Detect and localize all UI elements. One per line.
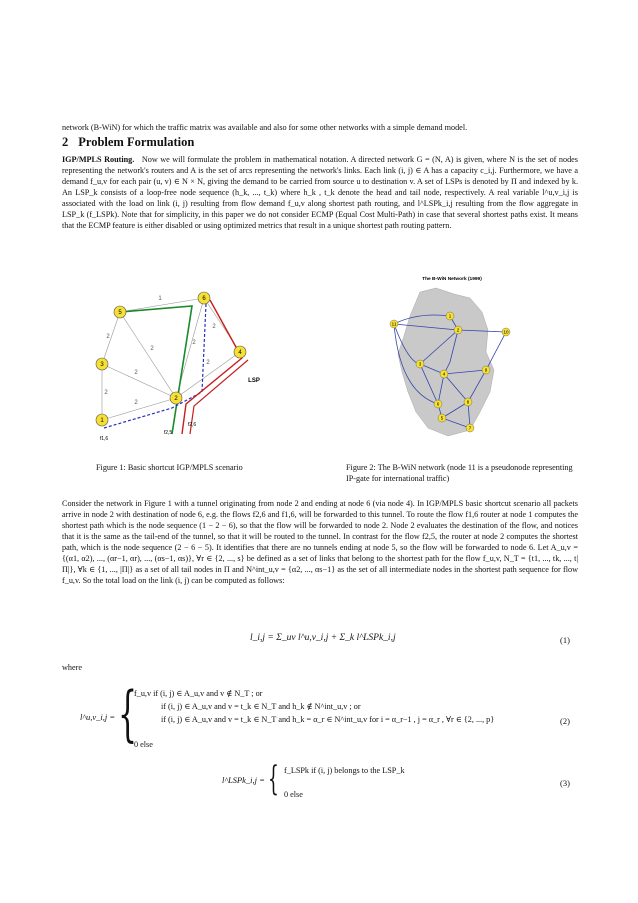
- fig2-node: 3: [418, 361, 422, 367]
- equation-2-lhs: l^u,v_i,j =: [80, 712, 116, 722]
- figure-1-caption: Figure 1: Basic shortcut IGP/MPLS scenario: [96, 463, 243, 472]
- fig2-node: 4: [442, 371, 446, 377]
- fig2-title: The B-WiN Network (1999): [422, 277, 482, 282]
- paragraph-scenario: Consider the network in Figure 1 with a tunnel originating from node 2 and ending at node 6 (via node 4). In IGP/MPLS basic shortcut scenario all packets arrive in node 2 with destination of node 6, e.g. the flows f2,6 and f1,6, will be forwarded to this tunnel. To route the flow f1,6 router at node 1 computes the shortest path which is the node sequence (1 − 2 − 6), so that the flow will be forwarded to node 2. Node 2 evaluates the destination of the flow, and notices that it is the same as the tail-end of the tunnel, so that it will be routed to the tunnel. In contrast for the flow f2,5, the router at node 2 computes the shortest path, which is the node sequence (2 − 6 − 5). It identifies that there are no tunnels ending at node 5, so the flow will be forwarded to node 6. Let A_u,v = {(α1, α2), ..., (αr−1, αr), ..., (αs−1, αs)}, ∀r ∈ {2, ..., s} be defined as a set of links that belong to the shortest path for the flow f_u,v, N_T = {t1, ..., tk, ..., t|Π|}, ∀k ∈ {1, ..., |Π|} as a set of all tail nodes in Π and N^int_u,v = {α2, ..., αs−1} as the set of all intermediate nodes in the shortest path sequence for flow f_u,v. So the total load on the link (i, j) can be computed as follows:: [62, 499, 578, 585]
- fig1-weight: 1: [158, 296, 162, 302]
- fig1-node-5: 5: [118, 310, 122, 316]
- fig1-weight: 2: [192, 340, 196, 346]
- fig2-node: 2: [456, 327, 460, 333]
- fig2-node: 1: [448, 313, 452, 319]
- fig2-node: 10: [503, 329, 509, 335]
- section-heading: [62, 135, 194, 150]
- fig1-node-4: 4: [238, 350, 242, 356]
- fig1-weight: 2: [150, 346, 154, 352]
- equation-3-case: 0 else: [284, 790, 303, 799]
- equation-2-case: 0 else: [134, 740, 153, 749]
- equation-2-number: (2): [560, 716, 570, 726]
- equation-2-brace: {: [118, 679, 138, 749]
- fig1-node-3: 3: [100, 362, 104, 368]
- intro-line: network (B-WiN) for which the traffic matrix was available and also for some other networks with a simple demand model.: [62, 123, 468, 132]
- fig2-node: 7: [468, 425, 472, 431]
- fig1-flow-label: f2,6: [187, 422, 197, 428]
- equation-1-number: (1): [560, 635, 570, 645]
- germany-outline: [398, 288, 494, 436]
- fig1-node-2: 2: [174, 396, 178, 402]
- fig1-weight: 2: [106, 334, 110, 340]
- fig1-node-1: 1: [100, 418, 104, 424]
- fig2-node: 5: [440, 415, 444, 421]
- equation-2-case: if (i, j) ∈ A_u,v and v = t_k ∈ N_T and h_k ∉ N^int_u,v ; or: [161, 702, 361, 711]
- figure-2-map: [358, 272, 518, 442]
- fig2-node: 11: [391, 321, 397, 327]
- fig1-lsp-label: LSP: [248, 378, 260, 384]
- fig1-weight: 2: [206, 360, 210, 366]
- equation-3-case: f_LSPk if (i, j) belongs to the LSP_k: [284, 766, 405, 775]
- paragraph-lead: IGP/MPLS Routing.: [62, 155, 135, 164]
- paragraph-igp-mpls: [62, 154, 578, 231]
- section-title: Problem Formulation: [78, 135, 195, 149]
- equation-2-case: f_u,v if (i, j) ∈ A_u,v and v ∉ N_T ; or: [134, 689, 263, 698]
- fig1-node-6: 6: [202, 296, 206, 302]
- equation-1: l_i,j = Σ_uv l^u,v_i,j + Σ_k l^LSPk_i,j: [250, 633, 396, 643]
- fig2-node: 6: [436, 401, 440, 407]
- fig1-weight: 2: [134, 370, 138, 376]
- figure-2-caption: Figure 2: The B-WiN network (node 11 is a pseudonode representing IP-gate for international traffic): [346, 463, 573, 483]
- fig1-flow-label: f1,6: [99, 436, 109, 442]
- section-number: 2: [62, 135, 69, 149]
- equation-3-brace: {: [268, 759, 279, 799]
- fig1-weight: 2: [212, 324, 216, 330]
- equation-3-lhs: l^LSPk_i,j =: [222, 775, 265, 785]
- fig2-node: 8: [466, 399, 470, 405]
- fig1-flow-label: f2,5: [163, 430, 173, 436]
- fig1-weight: 2: [104, 390, 108, 396]
- fig1-weight: 2: [134, 400, 138, 406]
- where-label: where: [62, 663, 83, 672]
- fig2-node: 9: [484, 367, 488, 373]
- equation-2-case: if (i, j) ∈ A_u,v and v = t_k ∈ N_T and h_k = α_r ∈ N^int_u,v for i = α_r−1 , j = α_r , ∀r ∈ {2, ..., p}: [161, 715, 495, 724]
- paragraph-body: Now we will formulate the problem in mathematical notation. A directed network G = (N, A) is given, where N is the set of nodes representing the network's routers and A is the set of arcs representing the network's links. Each link (i, j) ∈ A has a capacity c_i,j. Furthermore, we have a demand f_u,v for each pair (u, v) ∈ N × N, giving the demand to be carried from source u to destination v. A set of LSPs is denoted by Π and indexed by k. An LSP_k consists of a loop-free node sequence (h_k, ..., t_k) where h_k , t_k denote the head and tail node, respectively. A real variable l^u,v_i,j is associated with the load on link (i, j) resulting from flow demand f_u,v along shortest path routing, and l^LSPk_i,j resulting from the flow aggregate in LSP_k (f_LSPk). Note that for simplicity, in this paper we do not consider ECMP (Equal Cost Multi-Path) in case that several shortest paths exist. It means that the ECMP feature is either disabled or using optimized metrics that result in a unique shortest path routing pattern.: [62, 155, 578, 230]
- figure-1-diagram: [82, 276, 332, 444]
- equation-3-number: (3): [560, 778, 570, 788]
